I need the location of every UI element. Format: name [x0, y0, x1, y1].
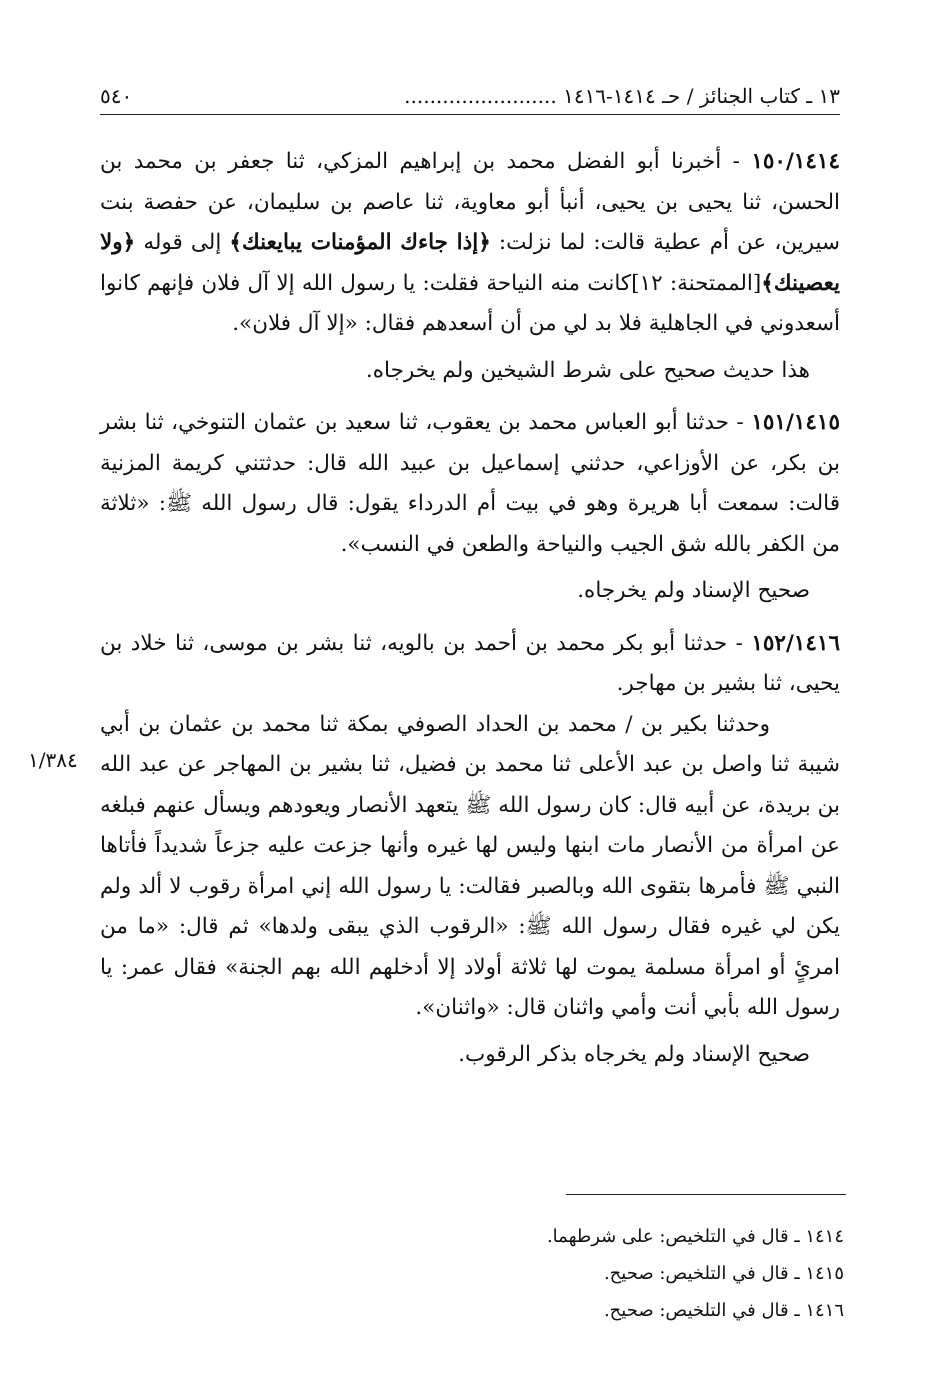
- grading-note: صحيح الإسناد ولم يخرجاه.: [577, 578, 810, 603]
- header-title: ١٣ ـ كتاب الجنائز / حـ ١٤١٤-١٤١٦ ........................: [404, 84, 840, 108]
- footnotes: [424, 1218, 844, 1329]
- hadith-text: - أخبرنا أبو الفضل محمد بن إبراهيم المزكي، ثنا جعفر بن محمد بن الحسن، ثنا يحيى بن يحيى، أنبأ أبو معاوية، ثنا عاصم بن سليمان، عن حفصة بنت سيرين، عن أم عطية قالت: لما نزلت:: [100, 149, 840, 255]
- hadith-text: وحدثنا بكير بن / محمد بن الحداد الصوفي بمكة ثنا محمد بن عثمان بن أبي شيبة ثنا واصل بن عبد الأعلى ثنا محمد بن فضيل، ثنا بشير بن المهاجر عن عبد الله بن بريدة، عن أبيه قال: كان رسول الله ﷺ يتعهد الأنصار ويعودهم ويسأل عنهم فبلغه عن امرأة من الأنصار مات ابنها وليس لها غيره وأنها جزعت عليه جزعاً شديداً فأتاها النبي ﷺ فأمرها بتقوى الله وبالصبر فقالت: يا رسول الله إني امرأة رقوب لا ألد ولم يكن لي غيره فقال رسول الله ﷺ: «الرقوب الذي يبقى ولدها» ثم قال: «ما من امرئٍ أو امرأة مسلمة يموت لها ثلاثة أولاد إلا أدخلهم الله بهم الجنة» فقال عمر: يا رسول الله بأبي أنت وأمي واثنان قال: «واثنان».: [100, 711, 840, 1020]
- hadith-1416-chain-2: [100, 705, 840, 1029]
- hadith-number: ١٥٢/١٤١٦: [751, 630, 840, 656]
- hadith-text: - حدثنا أبو العباس محمد بن يعقوب، ثنا سعيد بن عثمان التنوخي، ثنا بشر بن بكر، عن الأوزاعي، حدثني إسماعيل بن عبيد الله قال: حدثتني كريمة المزنية قالت: سمعت أبا هريرة وهو في بيت أم الدرداء يقول: قال رسول الله ﷺ: «ثلاثة من الكفر بالله شق الجيب والنياحة والطعن في النسب».: [100, 410, 840, 557]
- footnote: ١٤١٤ ـ قال في التلخيص: على شرطهما.: [546, 1226, 844, 1247]
- margin-reference: ١/٣٨٤: [28, 748, 78, 772]
- main-text: [100, 142, 840, 1087]
- footnote: ١٤١٦ ـ قال في التلخيص: صحيح.: [603, 1300, 844, 1321]
- footnote: ١٤١٥ ـ قال في التلخيص: صحيح.: [603, 1263, 844, 1284]
- grading-note: صحيح الإسناد ولم يخرجاه بذكر الرقوب.: [458, 1041, 810, 1067]
- hadith-1416: [100, 624, 840, 705]
- running-header: [100, 84, 840, 115]
- quran-quote: ﴿إذا جاءك المؤمنات يبايعنك﴾: [229, 230, 491, 255]
- quran-quote: ﴿ولا يعصينك﴾: [100, 230, 840, 296]
- hadith-text: - حدثنا أبو بكر محمد بن أحمد بن بالويه، ثنا بشر بن موسى، ثنا خلاد بن يحيى، ثنا بشير بن مهاجر.: [100, 630, 840, 696]
- page-number: ٥٤٠: [100, 84, 133, 108]
- hadith-number: ١٥٠/١٤١٤: [751, 149, 840, 174]
- footnote-separator: [566, 1194, 846, 1195]
- hadith-1414: [100, 142, 840, 345]
- hadith-text: [الممتحنة: ١٢]كانت منه النياحة فقلت: يا رسول الله إلا آل فلان فإنهم كانوا أسعدوني في الجاهلية فلا بد لي من أن أسعدهم فقال: «إلا آل فلان».: [100, 270, 840, 336]
- indent-spacer: [770, 712, 840, 737]
- hadith-1415: [100, 403, 840, 565]
- grading-note: هذا حديث صحيح على شرط الشيخين ولم يخرجاه.: [365, 357, 810, 383]
- hadith-number: ١٥١/١٤١٥: [751, 410, 840, 435]
- hadith-text: إلى قوله: [135, 230, 230, 255]
